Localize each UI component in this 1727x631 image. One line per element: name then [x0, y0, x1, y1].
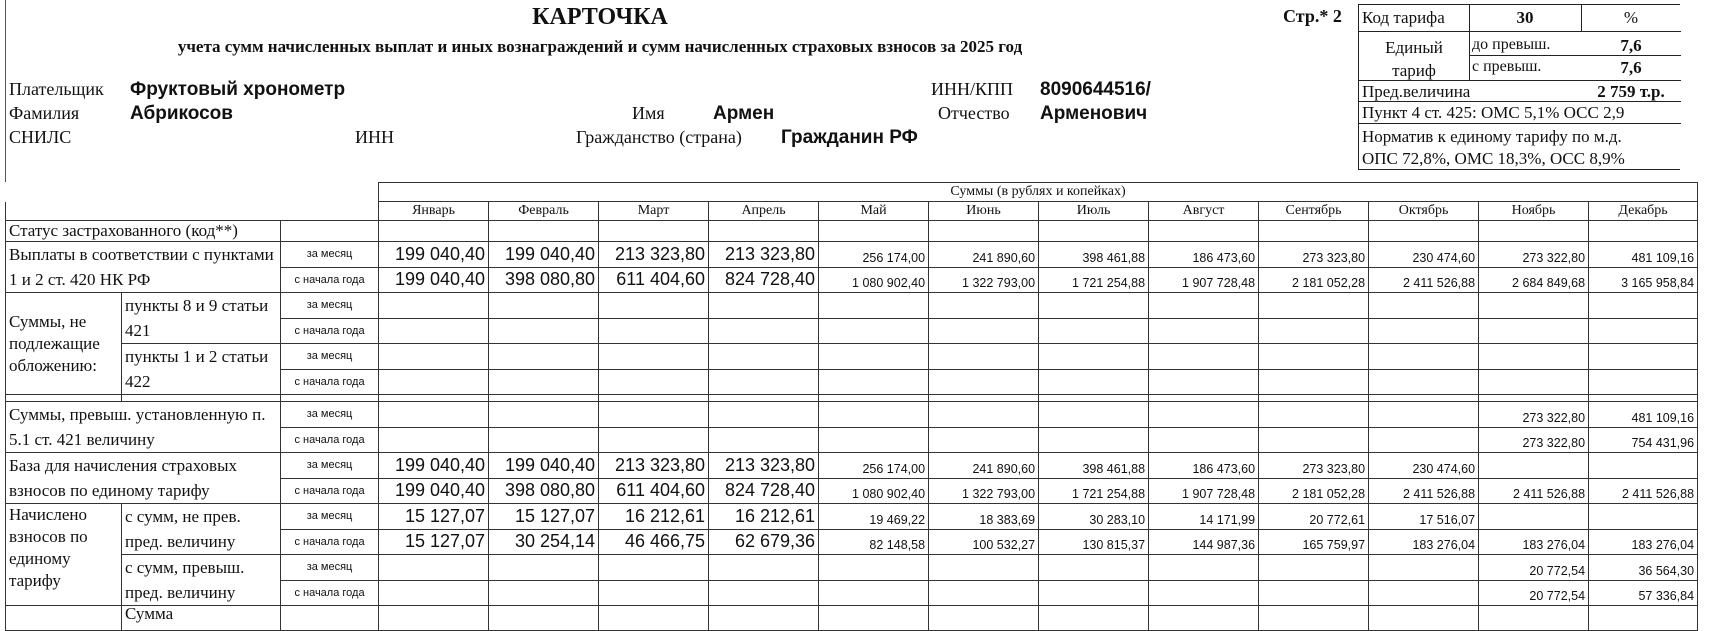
empty-cell [1479, 369, 1589, 395]
value-cell: 15 127,07 [489, 504, 599, 530]
value-cell [379, 402, 489, 428]
value-cell [1369, 427, 1479, 453]
empty-cell [599, 318, 709, 344]
empty-cell [1259, 221, 1369, 242]
value-cell: 230 474,60 [1369, 453, 1479, 479]
surname-label: Фамилия [9, 103, 80, 123]
value-cell [1479, 504, 1589, 530]
next-row-label: Сумма [122, 606, 281, 631]
sums-header: Суммы (в рублях и копейках) [379, 183, 1698, 202]
value-cell [599, 402, 709, 428]
value-cell: 18 383,69 [929, 504, 1039, 530]
value-cell: 30 254,14 [489, 529, 599, 555]
value-cell: 15 127,07 [379, 529, 489, 555]
value-cell [1259, 580, 1369, 606]
per-month-label: за месяц [281, 555, 379, 581]
value-cell [1589, 453, 1698, 479]
status-label: Статус застрахованного (код**) [6, 221, 281, 242]
per-month-label: за месяц [281, 344, 379, 370]
value-cell: 1 907 728,48 [1149, 478, 1259, 504]
exempt-label: Суммы, не подлежащие обложению: [6, 293, 122, 395]
empty-cell [1479, 221, 1589, 242]
value-cell: 273 322,80 [1479, 427, 1589, 453]
empty-cell [599, 293, 709, 319]
below-limit-label: до превыш. [1472, 36, 1551, 53]
empty-cell [1149, 318, 1259, 344]
value-cell: 199 040,40 [489, 242, 599, 268]
value-cell: 230 474,60 [1369, 242, 1479, 268]
value-cell [819, 580, 929, 606]
value-cell [1589, 504, 1698, 530]
month-header: Январь [379, 202, 489, 221]
ytd-label: с начала года [281, 267, 379, 293]
ytd-label: с начала года [281, 427, 379, 453]
empty-cell [1589, 221, 1698, 242]
value-cell: 1 721 254,88 [1039, 267, 1149, 293]
single-tariff-label: Единый тариф [1385, 38, 1443, 80]
empty-cell [489, 369, 599, 395]
document-subtitle: учета сумм начисленных выплат и иных вознаграждений и сумм начисленных страховых взносов за 2025 год [177, 37, 1023, 56]
inn-kpp-value: 8090644516/ [1040, 79, 1151, 100]
value-cell: 398 461,88 [1039, 453, 1149, 479]
value-cell: 213 323,80 [599, 453, 709, 479]
value-cell: 1 721 254,88 [1039, 478, 1149, 504]
empty-cell [599, 221, 709, 242]
empty-cell [1369, 293, 1479, 319]
table-row [6, 555, 1698, 581]
payouts-label: Выплаты в соответствии с пунктами 1 и 2 ст. 420 НК РФ [6, 242, 281, 293]
value-cell: 1 322 793,00 [929, 267, 1039, 293]
empty-cell [1589, 344, 1698, 370]
ytd-label: с начала года [281, 529, 379, 555]
month-header: Февраль [489, 202, 599, 221]
value-cell: 15 127,07 [379, 504, 489, 530]
accrued-sub1: с сумм, не прев. пред. величину [122, 504, 281, 555]
value-cell: 183 276,04 [1369, 529, 1479, 555]
value-cell: 256 174,00 [819, 453, 929, 479]
citizenship-label: Гражданство (страна) [576, 127, 742, 147]
value-cell: 20 772,54 [1479, 580, 1589, 606]
empty-cell [489, 221, 599, 242]
value-cell: 213 323,80 [599, 242, 709, 268]
limit-label: Пред.величина [1362, 82, 1471, 101]
value-cell: 1 907 728,48 [1149, 267, 1259, 293]
value-cell: 14 171,99 [1149, 504, 1259, 530]
table-row [6, 402, 1698, 428]
value-cell: 754 431,96 [1589, 427, 1698, 453]
value-cell: 398 080,80 [489, 267, 599, 293]
value-cell: 2 411 526,88 [1369, 267, 1479, 293]
value-cell [1149, 555, 1259, 581]
value-cell [599, 580, 709, 606]
value-cell: 824 728,40 [709, 478, 819, 504]
surname-value: Абрикосов [130, 103, 233, 124]
value-cell [819, 402, 929, 428]
value-cell [819, 427, 929, 453]
exempt-sub2: пункты 1 и 2 статьи 422 [122, 344, 281, 395]
table-row [6, 453, 1698, 479]
value-cell: 1 322 793,00 [929, 478, 1039, 504]
value-cell: 183 276,04 [1589, 529, 1698, 555]
empty-cell [1039, 318, 1149, 344]
empty-cell [1589, 369, 1698, 395]
empty-cell [379, 318, 489, 344]
table-row [6, 606, 1698, 631]
value-cell [379, 580, 489, 606]
value-cell [1039, 580, 1149, 606]
empty-cell [1259, 318, 1369, 344]
value-cell: 213 323,80 [709, 242, 819, 268]
value-cell: 256 174,00 [819, 242, 929, 268]
value-cell: 398 461,88 [1039, 242, 1149, 268]
empty-cell [929, 344, 1039, 370]
value-cell: 2 411 526,88 [1369, 478, 1479, 504]
value-cell [709, 580, 819, 606]
name-value: Армен [713, 103, 775, 124]
empty-cell [379, 293, 489, 319]
value-cell: 16 212,61 [709, 504, 819, 530]
below-limit-value: 7,6 [1620, 36, 1642, 55]
above-limit-value: 7,6 [1620, 58, 1642, 77]
empty-cell [1039, 369, 1149, 395]
value-cell [489, 427, 599, 453]
value-cell [599, 555, 709, 581]
value-cell [379, 427, 489, 453]
citizenship-value: Гражданин РФ [781, 127, 918, 148]
value-cell: 2 181 052,28 [1259, 267, 1369, 293]
value-cell: 273 322,80 [1479, 402, 1589, 428]
empty-cell [819, 293, 929, 319]
value-cell: 199 040,40 [379, 478, 489, 504]
point4-text: Пункт 4 ст. 425: ОМС 5,1% ОСС 2,9 [1362, 103, 1625, 122]
accrued-label: Начислено взносов по единому тарифу [6, 504, 122, 606]
value-cell: 241 890,60 [929, 242, 1039, 268]
value-cell: 273 323,80 [1259, 453, 1369, 479]
month-header: Ноябрь [1479, 202, 1589, 221]
empty-cell [1149, 344, 1259, 370]
empty-cell [709, 606, 819, 631]
empty-cell [489, 344, 599, 370]
table-row [6, 504, 1698, 530]
empty-cell [1369, 369, 1479, 395]
value-cell [1369, 580, 1479, 606]
empty-cell [1039, 606, 1149, 631]
value-cell: 199 040,40 [379, 453, 489, 479]
value-cell: 57 336,84 [1589, 580, 1698, 606]
value-cell [1369, 402, 1479, 428]
value-cell: 2 181 052,28 [1259, 478, 1369, 504]
above-limit-label: с превыш. [1472, 58, 1542, 75]
per-month-label: за месяц [281, 504, 379, 530]
ytd-label: с начала года [281, 478, 379, 504]
value-cell: 144 987,36 [1149, 529, 1259, 555]
value-cell: 46 466,75 [599, 529, 709, 555]
table-row [6, 221, 1698, 242]
table-row [6, 293, 1698, 319]
month-header: Октябрь [1369, 202, 1479, 221]
empty-cell [819, 606, 929, 631]
value-cell: 183 276,04 [1479, 529, 1589, 555]
value-cell [709, 402, 819, 428]
empty-cell [709, 344, 819, 370]
value-cell [1039, 402, 1149, 428]
empty-cell [929, 221, 1039, 242]
value-cell [599, 427, 709, 453]
empty-cell [1369, 221, 1479, 242]
table-row [6, 344, 1698, 370]
ytd-label: с начала года [281, 369, 379, 395]
value-cell [1149, 427, 1259, 453]
value-cell: 199 040,40 [379, 267, 489, 293]
value-cell [929, 555, 1039, 581]
value-cell [489, 580, 599, 606]
value-cell: 273 322,80 [1479, 242, 1589, 268]
value-cell: 1 080 902,40 [819, 478, 929, 504]
empty-cell [819, 369, 929, 395]
empty-cell [1589, 318, 1698, 344]
value-cell: 398 080,80 [489, 478, 599, 504]
value-cell: 2 684 849,68 [1479, 267, 1589, 293]
empty-cell [1589, 293, 1698, 319]
empty-cell [819, 221, 929, 242]
name-label: Имя [632, 103, 665, 123]
empty-cell [1149, 293, 1259, 319]
empty-cell [379, 369, 489, 395]
empty-cell [709, 221, 819, 242]
value-cell: 16 212,61 [599, 504, 709, 530]
value-cell: 36 564,30 [1589, 555, 1698, 581]
base-label: База для начисления страховых взносов по единому тарифу [6, 453, 281, 504]
empty-cell [1369, 318, 1479, 344]
empty-cell [1039, 293, 1149, 319]
month-header: Июль [1039, 202, 1149, 221]
patronymic-value: Арменович [1040, 103, 1148, 124]
value-cell: 19 469,22 [819, 504, 929, 530]
accounting-table [5, 182, 1698, 631]
document-title: КАРТОЧКА [532, 4, 668, 30]
value-cell [1149, 580, 1259, 606]
value-cell [1259, 427, 1369, 453]
tariff-box [1358, 4, 1680, 170]
per-month-label: за месяц [281, 453, 379, 479]
value-cell: 20 772,54 [1479, 555, 1589, 581]
empty-cell [709, 369, 819, 395]
value-cell: 2 411 526,88 [1479, 478, 1589, 504]
value-cell [929, 427, 1039, 453]
table-row [6, 202, 1698, 221]
empty-cell [379, 606, 489, 631]
empty-cell [929, 293, 1039, 319]
empty-cell [489, 293, 599, 319]
month-header: Август [1149, 202, 1259, 221]
per-month-label: за месяц [281, 402, 379, 428]
empty-cell [1039, 344, 1149, 370]
empty-cell [1039, 221, 1149, 242]
empty-cell [929, 369, 1039, 395]
empty-cell [1589, 606, 1698, 631]
empty-cell [379, 344, 489, 370]
table-row [6, 395, 1698, 402]
value-cell: 1 080 902,40 [819, 267, 929, 293]
norm-line1: Норматив к единому тарифу по м.д. [1362, 127, 1622, 146]
empty-cell [819, 344, 929, 370]
value-cell: 241 890,60 [929, 453, 1039, 479]
value-cell [1259, 555, 1369, 581]
month-header: Апрель [709, 202, 819, 221]
empty-cell [929, 606, 1039, 631]
empty-cell [1259, 369, 1369, 395]
value-cell: 82 148,58 [819, 529, 929, 555]
value-cell: 824 728,40 [709, 267, 819, 293]
value-cell [709, 555, 819, 581]
norm-line2: ОПС 72,8%, ОМС 18,3%, ОСС 8,9% [1362, 149, 1625, 168]
table-row [6, 183, 1698, 202]
value-cell: 100 532,27 [929, 529, 1039, 555]
empty-cell [1479, 318, 1589, 344]
value-cell [819, 555, 929, 581]
empty-cell [709, 318, 819, 344]
empty-cell [1149, 369, 1259, 395]
value-cell: 481 109,16 [1589, 402, 1698, 428]
value-cell: 213 323,80 [709, 453, 819, 479]
accrued-sub2: с сумм, превыш. пред. величину [122, 555, 281, 606]
value-cell: 481 109,16 [1589, 242, 1698, 268]
empty-cell [1369, 344, 1479, 370]
value-cell: 273 323,80 [1259, 242, 1369, 268]
empty-cell [489, 318, 599, 344]
month-header: Март [599, 202, 709, 221]
value-cell [929, 402, 1039, 428]
value-cell: 30 283,10 [1039, 504, 1149, 530]
empty-cell [1259, 344, 1369, 370]
value-cell: 199 040,40 [489, 453, 599, 479]
empty-cell [1149, 606, 1259, 631]
per-month-label: за месяц [281, 293, 379, 319]
value-cell [489, 555, 599, 581]
value-cell [489, 402, 599, 428]
empty-cell [1479, 606, 1589, 631]
page-label: Стр.* 2 [1283, 6, 1342, 26]
empty-cell [1149, 221, 1259, 242]
value-cell: 3 165 958,84 [1589, 267, 1698, 293]
value-cell [1259, 402, 1369, 428]
payer-value: Фруктовый хронометр [130, 79, 346, 100]
ytd-label: с начала года [281, 318, 379, 344]
exceed-label: Суммы, превыш. установленную п. 5.1 ст. 421 величину [6, 402, 281, 453]
exempt-sub1: пункты 8 и 9 статьи 421 [122, 293, 281, 344]
empty-cell [1479, 344, 1589, 370]
value-cell [379, 555, 489, 581]
value-cell: 186 473,60 [1149, 242, 1259, 268]
value-cell: 130 815,37 [1039, 529, 1149, 555]
value-cell: 611 404,60 [599, 478, 709, 504]
snils-label: СНИЛС [9, 127, 72, 147]
inn-kpp-label: ИНН/КПП [931, 79, 1014, 99]
value-cell [1149, 402, 1259, 428]
value-cell: 20 772,61 [1259, 504, 1369, 530]
empty-cell [1479, 293, 1589, 319]
value-cell: 165 759,97 [1259, 529, 1369, 555]
tariff-code-label: Код тарифа [1362, 8, 1445, 27]
empty-cell [1259, 293, 1369, 319]
empty-cell [599, 606, 709, 631]
empty-cell [1259, 606, 1369, 631]
month-header: Июнь [929, 202, 1039, 221]
tariff-percent: % [1623, 8, 1639, 27]
patronymic-label: Отчество [938, 103, 1010, 123]
ytd-label: с начала года [281, 580, 379, 606]
inn-label: ИНН [355, 127, 394, 147]
tariff-code-value: 30 [1516, 8, 1534, 27]
value-cell: 186 473,60 [1149, 453, 1259, 479]
value-cell: 611 404,60 [599, 267, 709, 293]
value-cell [709, 427, 819, 453]
value-cell: 62 679,36 [709, 529, 819, 555]
empty-cell [1369, 606, 1479, 631]
value-cell [1039, 555, 1149, 581]
empty-cell [929, 318, 1039, 344]
value-cell [929, 580, 1039, 606]
value-cell: 199 040,40 [379, 242, 489, 268]
value-cell: 2 411 526,88 [1589, 478, 1698, 504]
empty-cell [489, 606, 599, 631]
empty-cell [709, 293, 819, 319]
empty-cell [599, 369, 709, 395]
payer-label: Плательщик [9, 79, 104, 99]
table-row [6, 242, 1698, 268]
value-cell [1369, 555, 1479, 581]
value-cell: 17 516,07 [1369, 504, 1479, 530]
month-header: Май [819, 202, 929, 221]
month-header: Декабрь [1589, 202, 1698, 221]
limit-value: 2 759 т.р. [1597, 82, 1665, 101]
month-header: Сентябрь [1259, 202, 1369, 221]
value-cell [1039, 427, 1149, 453]
empty-cell [819, 318, 929, 344]
empty-cell [379, 221, 489, 242]
value-cell [1479, 453, 1589, 479]
per-month-label: за месяц [281, 242, 379, 268]
empty-cell [599, 344, 709, 370]
